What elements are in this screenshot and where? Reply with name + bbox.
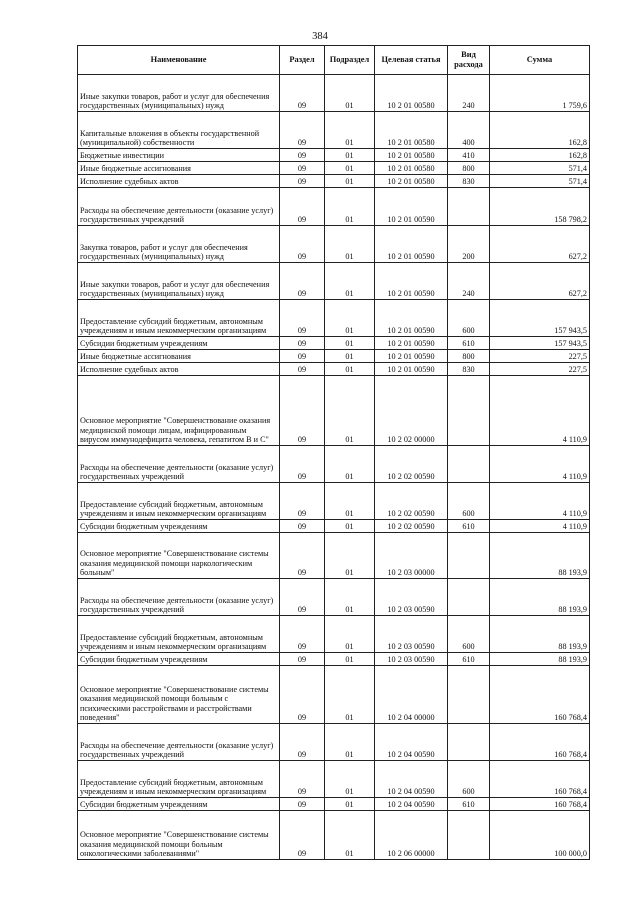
cell-target: 10 2 04 00000 [375,666,448,724]
cell-kind [448,533,490,579]
cell-section: 09 [280,337,325,350]
cell-subsection: 01 [325,337,375,350]
cell-sum: 4 110,9 [490,376,590,446]
cell-name: Расходы на обеспечение деятельности (оказание услуг) государственных учреждений [78,724,280,761]
cell-sum: 227,5 [490,350,590,363]
cell-section: 09 [280,149,325,162]
cell-sum: 100 000,0 [490,811,590,860]
cell-sum: 160 768,4 [490,666,590,724]
cell-name: Иные бюджетные ассигнования [78,162,280,175]
header-target: Целевая статья [375,46,448,75]
cell-sum: 160 768,4 [490,724,590,761]
cell-subsection: 01 [325,798,375,811]
cell-section: 09 [280,363,325,376]
budget-table [77,45,590,860]
cell-subsection: 01 [325,520,375,533]
cell-section: 09 [280,483,325,520]
cell-sum: 4 110,9 [490,446,590,483]
cell-sum: 1 759,6 [490,75,590,112]
table-row [78,579,590,616]
cell-kind: 610 [448,653,490,666]
cell-kind: 600 [448,483,490,520]
cell-name: Предоставление субсидий бюджетным, автономным учреждениям и иным некоммерческим организациям [78,616,280,653]
cell-section: 09 [280,520,325,533]
cell-section: 09 [280,175,325,188]
cell-target: 10 2 01 00590 [375,226,448,263]
cell-target: 10 2 01 00580 [375,175,448,188]
cell-kind: 610 [448,798,490,811]
cell-target: 10 2 02 00000 [375,376,448,446]
cell-kind: 800 [448,162,490,175]
table-row [78,616,590,653]
table-header-row [78,46,590,75]
cell-section: 09 [280,376,325,446]
cell-target: 10 2 02 00590 [375,483,448,520]
cell-subsection: 01 [325,616,375,653]
cell-name: Капитальные вложения в объекты государственной (муниципальной) собственности [78,112,280,149]
cell-subsection: 01 [325,376,375,446]
cell-sum: 4 110,9 [490,520,590,533]
cell-sum: 627,2 [490,226,590,263]
cell-name: Расходы на обеспечение деятельности (оказание услуг) государственных учреждений [78,579,280,616]
cell-section: 09 [280,188,325,226]
cell-name: Субсидии бюджетным учреждениям [78,798,280,811]
table-body [78,75,590,860]
cell-sum: 157 943,5 [490,300,590,337]
cell-name: Закупка товаров, работ и услуг для обеспечения государственных (муниципальных) нужд [78,226,280,263]
cell-section: 09 [280,112,325,149]
table-row [78,376,590,446]
table-row [78,533,590,579]
cell-target: 10 2 01 00580 [375,75,448,112]
table-row [78,446,590,483]
cell-name: Основное мероприятие "Совершенствование оказания медицинской помощи лицам, инфицированным вирусом иммунодефицита человека, гепатитом В и С" [78,376,280,446]
cell-name: Основное мероприятие "Совершенствование системы оказания медицинской помощи наркологическим больным" [78,533,280,579]
cell-sum: 88 193,9 [490,653,590,666]
cell-kind: 200 [448,226,490,263]
cell-kind: 410 [448,149,490,162]
cell-section: 09 [280,162,325,175]
cell-name: Иные закупки товаров, работ и услуг для обеспечения государственных (муниципальных) нужд [78,263,280,300]
cell-subsection: 01 [325,300,375,337]
table-row [78,798,590,811]
cell-sum: 160 768,4 [490,798,590,811]
table-row [78,761,590,798]
cell-subsection: 01 [325,666,375,724]
cell-kind [448,724,490,761]
cell-name: Основное мероприятие "Совершенствование системы оказания медицинской помощи больным онкологическими заболеваниями" [78,811,280,860]
cell-name: Иные бюджетные ассигнования [78,350,280,363]
cell-subsection: 01 [325,175,375,188]
cell-sum: 227,5 [490,363,590,376]
cell-target: 10 2 01 00590 [375,363,448,376]
cell-sum: 158 798,2 [490,188,590,226]
cell-subsection: 01 [325,162,375,175]
cell-kind: 610 [448,520,490,533]
cell-subsection: 01 [325,811,375,860]
cell-name: Расходы на обеспечение деятельности (оказание услуг) государственных учреждений [78,188,280,226]
table-row [78,162,590,175]
cell-name: Субсидии бюджетным учреждениям [78,520,280,533]
cell-section: 09 [280,300,325,337]
cell-sum: 160 768,4 [490,761,590,798]
cell-name: Предоставление субсидий бюджетным, автономным учреждениям и иным некоммерческим организациям [78,761,280,798]
cell-section: 09 [280,579,325,616]
table-row [78,653,590,666]
cell-name: Расходы на обеспечение деятельности (оказание услуг) государственных учреждений [78,446,280,483]
cell-kind: 610 [448,337,490,350]
cell-kind: 600 [448,300,490,337]
cell-section: 09 [280,761,325,798]
table-row [78,666,590,724]
cell-subsection: 01 [325,188,375,226]
cell-kind: 240 [448,75,490,112]
table-row [78,337,590,350]
cell-section: 09 [280,446,325,483]
cell-sum: 88 193,9 [490,616,590,653]
cell-target: 10 2 03 00000 [375,533,448,579]
table-row [78,112,590,149]
cell-name: Бюджетные инвестиции [78,149,280,162]
cell-kind [448,666,490,724]
cell-subsection: 01 [325,263,375,300]
table-row [78,226,590,263]
cell-target: 10 2 04 00590 [375,761,448,798]
cell-section: 09 [280,653,325,666]
cell-target: 10 2 02 00590 [375,520,448,533]
cell-sum: 162,8 [490,112,590,149]
cell-kind [448,446,490,483]
table-row [78,724,590,761]
cell-subsection: 01 [325,75,375,112]
cell-sum: 4 110,9 [490,483,590,520]
cell-subsection: 01 [325,483,375,520]
cell-section: 09 [280,263,325,300]
cell-kind: 830 [448,363,490,376]
cell-kind [448,376,490,446]
cell-sum: 627,2 [490,263,590,300]
table-row [78,263,590,300]
cell-section: 09 [280,350,325,363]
cell-section: 09 [280,811,325,860]
cell-kind: 400 [448,112,490,149]
cell-kind [448,188,490,226]
cell-target: 10 2 01 00590 [375,337,448,350]
cell-subsection: 01 [325,446,375,483]
cell-target: 10 2 01 00590 [375,263,448,300]
cell-name: Основное мероприятие "Совершенствование системы оказания медицинской помощи больным с психическими расстройствами и расстройствами поведения" [78,666,280,724]
cell-section: 09 [280,226,325,263]
cell-target: 10 2 01 00580 [375,149,448,162]
cell-sum: 571,4 [490,175,590,188]
cell-section: 09 [280,75,325,112]
table-row [78,175,590,188]
cell-target: 10 2 01 00590 [375,188,448,226]
cell-name: Предоставление субсидий бюджетным, автономным учреждениям и иным некоммерческим организациям [78,483,280,520]
cell-subsection: 01 [325,761,375,798]
cell-target: 10 2 02 00590 [375,446,448,483]
cell-subsection: 01 [325,653,375,666]
cell-sum: 157 943,5 [490,337,590,350]
cell-kind: 830 [448,175,490,188]
table-row [78,520,590,533]
cell-subsection: 01 [325,724,375,761]
cell-subsection: 01 [325,112,375,149]
cell-kind: 600 [448,761,490,798]
header-section: Раздел [280,46,325,75]
cell-section: 09 [280,798,325,811]
table-row [78,363,590,376]
cell-section: 09 [280,724,325,761]
cell-kind: 240 [448,263,490,300]
cell-kind: 800 [448,350,490,363]
table-row [78,188,590,226]
cell-target: 10 2 01 00590 [375,350,448,363]
cell-subsection: 01 [325,350,375,363]
header-kind: Вид расхода [448,46,490,75]
cell-target: 10 2 04 00590 [375,798,448,811]
cell-kind: 600 [448,616,490,653]
cell-sum: 162,8 [490,149,590,162]
cell-target: 10 2 03 00590 [375,579,448,616]
cell-sum: 571,4 [490,162,590,175]
cell-subsection: 01 [325,149,375,162]
cell-name: Иные закупки товаров, работ и услуг для обеспечения государственных (муниципальных) нужд [78,75,280,112]
table-row [78,811,590,860]
cell-kind [448,811,490,860]
cell-target: 10 2 06 00000 [375,811,448,860]
table-row [78,149,590,162]
page-number: 384 [312,31,328,42]
cell-section: 09 [280,533,325,579]
table-row [78,483,590,520]
cell-sum: 88 193,9 [490,579,590,616]
cell-target: 10 2 01 00580 [375,162,448,175]
cell-subsection: 01 [325,363,375,376]
cell-name: Исполнение судебных актов [78,175,280,188]
table-row [78,350,590,363]
cell-section: 09 [280,666,325,724]
cell-target: 10 2 01 00580 [375,112,448,149]
cell-target: 10 2 03 00590 [375,653,448,666]
cell-kind [448,579,490,616]
cell-target: 10 2 04 00590 [375,724,448,761]
table-row [78,300,590,337]
header-sum: Сумма [490,46,590,75]
cell-name: Предоставление субсидий бюджетным, автономным учреждениям и иным некоммерческим организациям [78,300,280,337]
header-subsection: Подраздел [325,46,375,75]
cell-target: 10 2 01 00590 [375,300,448,337]
cell-subsection: 01 [325,579,375,616]
cell-section: 09 [280,616,325,653]
cell-subsection: 01 [325,226,375,263]
cell-name: Субсидии бюджетным учреждениям [78,653,280,666]
cell-target: 10 2 03 00590 [375,616,448,653]
cell-sum: 88 193,9 [490,533,590,579]
header-name: Наименование [78,46,280,75]
table-row [78,75,590,112]
cell-subsection: 01 [325,533,375,579]
cell-name: Исполнение судебных актов [78,363,280,376]
cell-name: Субсидии бюджетным учреждениям [78,337,280,350]
